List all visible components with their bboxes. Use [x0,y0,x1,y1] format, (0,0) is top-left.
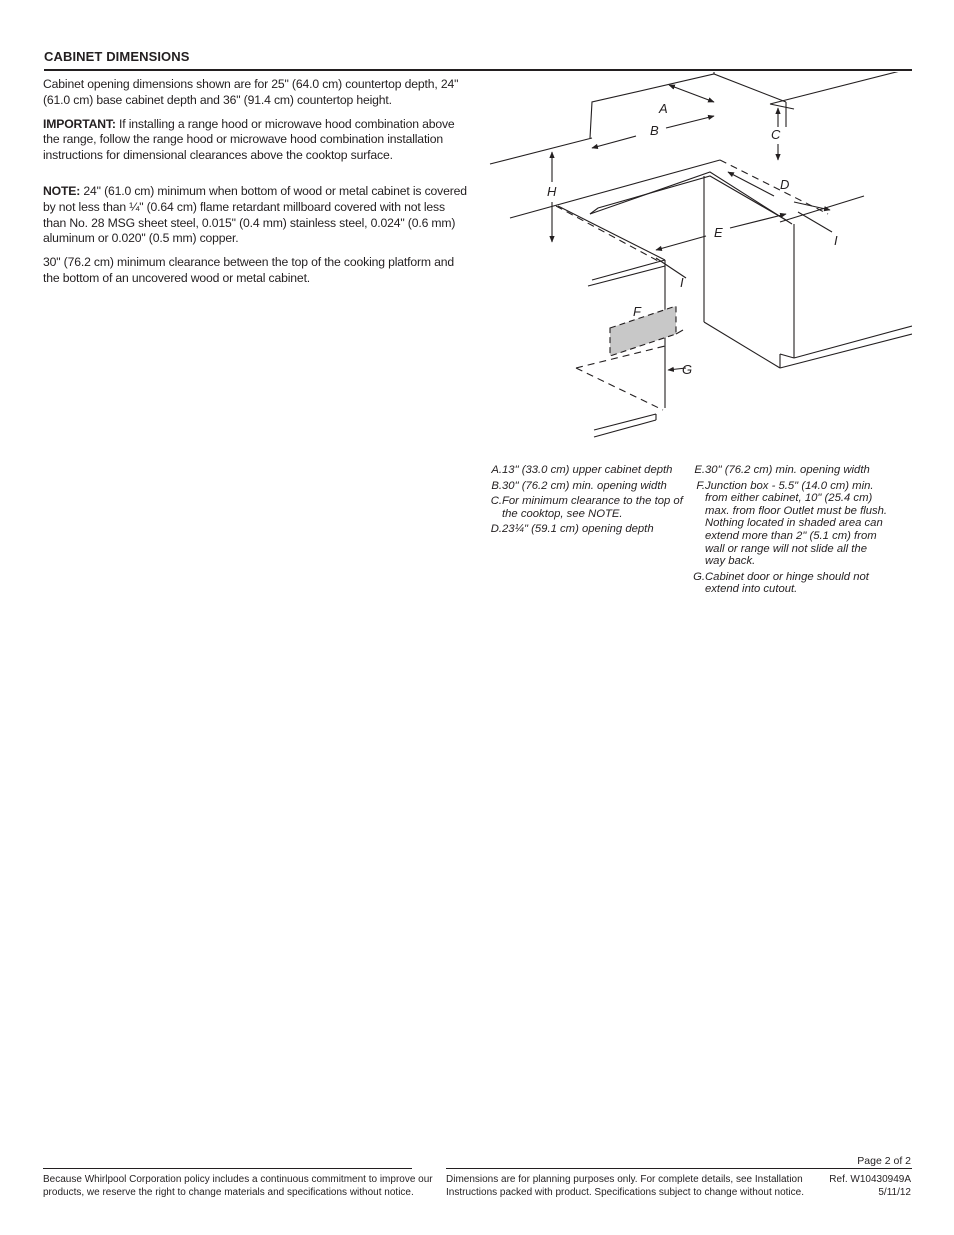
top-rule [44,69,912,71]
note-label: NOTE: [43,183,81,198]
label-g: G [682,362,693,377]
label-h: H [547,184,557,199]
wall-line-right [770,72,912,104]
junction-box-area [610,306,676,356]
dim-d-arrow-right [794,202,830,210]
label-d: D [780,177,790,192]
wall-line-left [490,138,592,164]
label-i-left: I [680,275,684,290]
note-text: 24" (61.0 cm) minimum when bottom of wood or metal cabinet is covered by not less than ¼" (0.64 cm) flame retardant millboard covered with not less than No. 28 MSG sheet steel, 0.015" (0.4 mm) stainless steel, 0.024" (0.6 mm) aluminum or 0.020" (0.5 mm) copper. [43,183,467,246]
important-text: If installing a range hood or microwave hood combination above the range, follow the range hood or microwave hood combination installation instructions for dimensional clearances above the cooktop surface. [43,116,455,163]
label-e: E [714,225,723,240]
dim-a-arrow [669,85,714,102]
important-paragraph [43,117,468,164]
reference-number: Ref. W10430949A [829,1174,911,1185]
legend-item: C. For minimum clearance to the top of the cooktop, see NOTE. [490,495,683,520]
countertop-left [510,160,720,218]
legend-column-2 [690,464,890,599]
legend-item: B. 30" (76.2 cm) min. opening width [491,479,667,492]
dim-e-arrow-right [730,214,786,228]
legend-item: E. 30" (76.2 cm) min. opening width [694,464,870,476]
note-paragraph [43,184,468,247]
legend-item: G. Cabinet door or hinge should not extend into cutout. [693,570,869,596]
cabinet-diagram [480,72,912,464]
intro-text [43,77,468,295]
floor-line [704,322,780,368]
i-line-right [798,212,832,232]
footer-dimensions-note: Dimensions are for planning purposes only. For complete details, see Installation Instructions packed with product. Specifications subject to change without notice. [446,1174,804,1198]
legend-item: D. 23¼" (59.1 cm) opening depth [490,523,654,536]
dim-e-arrow-left [656,236,706,250]
footer-rule-right [446,1168,912,1169]
label-b: B [650,123,659,138]
dim-b-arrow-right [666,116,714,128]
footer-policy: Because Whirlpool Corporation policy includes a continuous commitment to improve our products, we reserve the right to change materials and specifications without notice. [43,1174,433,1198]
label-i-right: I [834,233,838,248]
dim-b-arrow-left [592,136,636,148]
label-c: C [771,127,781,142]
cutout-opening [590,172,792,224]
dash-left [556,206,660,262]
intro-paragraph: Cabinet opening dimensions shown are for 25" (64.0 cm) countertop depth, 24" (61.0 cm) base cabinet depth and 36" (91.4 cm) countertop height. [43,77,459,107]
legend-item: F. Junction box - 5.5" (14.0 cm) min. from either cabinet, 10" (25.4 cm) max. from floor Outlet must be flush. Nothing located in shaded area can extend more than 2" (5.1 cm) from wall or range will not slide all the way back. [696,479,888,568]
legend-column-1 [487,464,683,539]
page-number: Page 2 of 2 [857,1155,911,1167]
clearance-paragraph: 30" (76.2 cm) minimum clearance between the top of the cooking platform and the bottom of an uncovered wood or metal cabinet. [43,255,455,285]
footer-date: 5/11/12 [878,1187,911,1198]
left-cabinet-top [558,206,665,260]
legend-item: A. 13" (33.0 cm) upper cabinet depth [491,464,673,476]
important-label: IMPORTANT: [43,116,116,131]
footer-ref [829,1173,911,1199]
countertop-right [780,196,864,222]
section-title: CABINET DIMENSIONS [44,49,190,64]
label-f: F [633,304,641,319]
label-a: A [659,101,668,116]
cabinet-diagram-svg [480,72,912,464]
footer-rule-left [43,1168,412,1169]
upper-cabinet-outline [590,74,786,138]
